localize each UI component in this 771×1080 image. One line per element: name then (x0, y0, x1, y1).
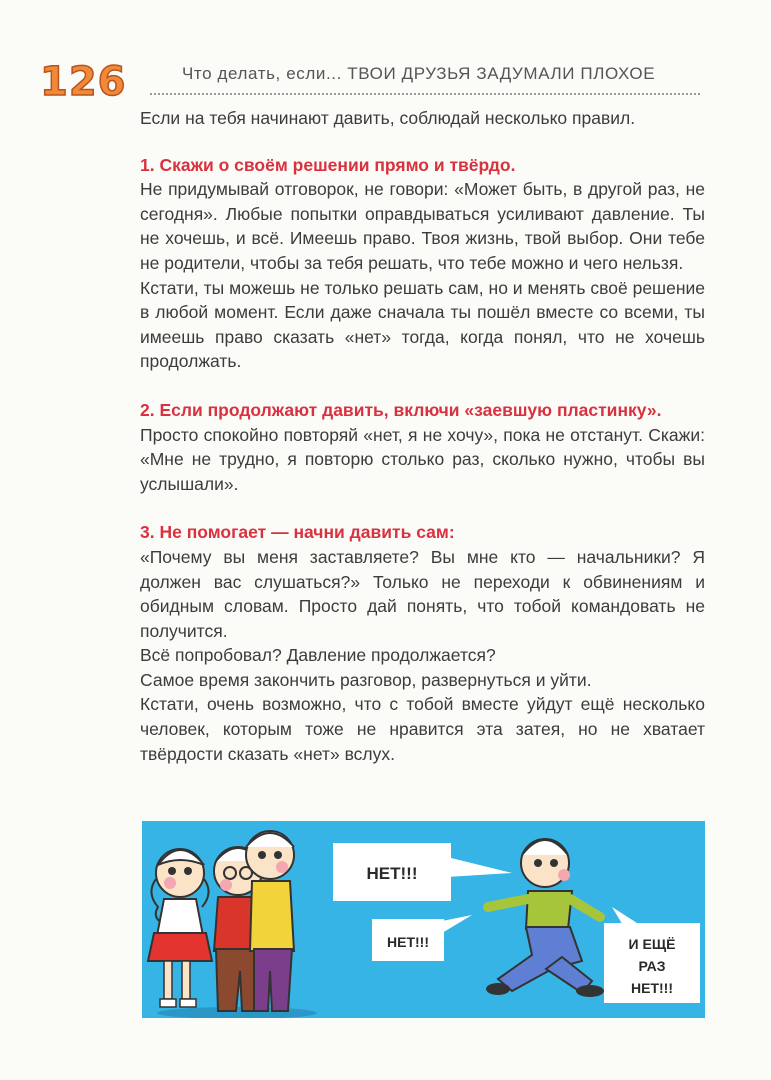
comic-illustration (142, 821, 705, 1018)
bubble-3-line-1: И ЕЩЁ (628, 936, 676, 952)
rule-heading-3: 3. Не помогает — начни давить сам: (140, 522, 455, 543)
page-number: 126 (40, 59, 127, 105)
rule-3-paragraph-3: Самое время закончить разговор, развернуться и уйти. (140, 669, 592, 690)
running-boy-figure (486, 839, 604, 997)
boy-figure-back (246, 831, 294, 1011)
rule-3-paragraph-4: Кстати, очень возможно, что с тобой вместе уйдут ещё несколько человек, которым тоже не нравится эта затея, но не хватает твёрдости сказать «нет» вслух. (140, 694, 705, 764)
rule-heading-1: 1. Скажи о своём решении прямо и твёрдо. (140, 154, 516, 175)
speech-bubble-1 (333, 843, 512, 901)
rule-2-paragraph-1: Просто спокойно повторяй «нет, я не хочу», пока не отстанут. Скажи: «Мне не трудно, я повторю столько раз, сколько нужно, чтобы вы услышали». (140, 424, 705, 494)
rule-section-1 (140, 153, 705, 374)
bubble-3-line-3: НЕТ!!! (631, 980, 673, 996)
bubble-2-text: НЕТ!!! (387, 934, 429, 950)
comic-panel (142, 821, 705, 1018)
rule-3-paragraph-2: Всё попробовал? Давление продолжается? (140, 645, 496, 666)
running-head: Что делать, если... ТВОИ ДРУЗЬЯ ЗАДУМАЛИ ПЛОХОЕ (182, 64, 656, 83)
rule-section-2 (140, 398, 705, 496)
speech-bubble-2 (372, 915, 472, 961)
rule-section-3 (140, 520, 705, 766)
bubble-1-text: НЕТ!!! (366, 864, 418, 883)
rule-1-paragraph-2: Кстати, ты можешь не только решать сам, но и менять своё решение в любой момент. Если даже сначала ты пошёл вместе со всеми, ты имеешь право сказать «нет» тогда, когда понял, что не хочешь продолжать. (140, 277, 705, 372)
rule-heading-2: 2. Если продолжают давить, включи «заевшую пластинку». (140, 399, 662, 420)
header-divider (150, 93, 700, 95)
bubble-3-line-2: РАЗ (638, 958, 666, 974)
speech-bubble-3 (604, 907, 700, 1003)
body-text (140, 106, 705, 790)
intro-paragraph: Если на тебя начинают давить, соблюдай несколько правил. (140, 108, 636, 128)
rule-3-paragraph-1: «Почему вы меня заставляете? Вы мне кто — начальники? Я должен вас слушаться?» Только не переходи к обвинениям и обидным словам. Просто дай понять, что тобой командовать не получится. (140, 546, 705, 641)
girl-figure (148, 849, 212, 1007)
rule-1-paragraph-1: Не придумывай отговорок, не говори: «Может быть, в другой раз, не сегодня». Любые попытки оправдываться усиливают давление. Ты не хочешь, и всё. Имеешь право. Твоя жизнь, твой выбор. Они тебе не родители, чтобы за тебя решать, что тебе можно и чего нельзя. (140, 179, 705, 273)
